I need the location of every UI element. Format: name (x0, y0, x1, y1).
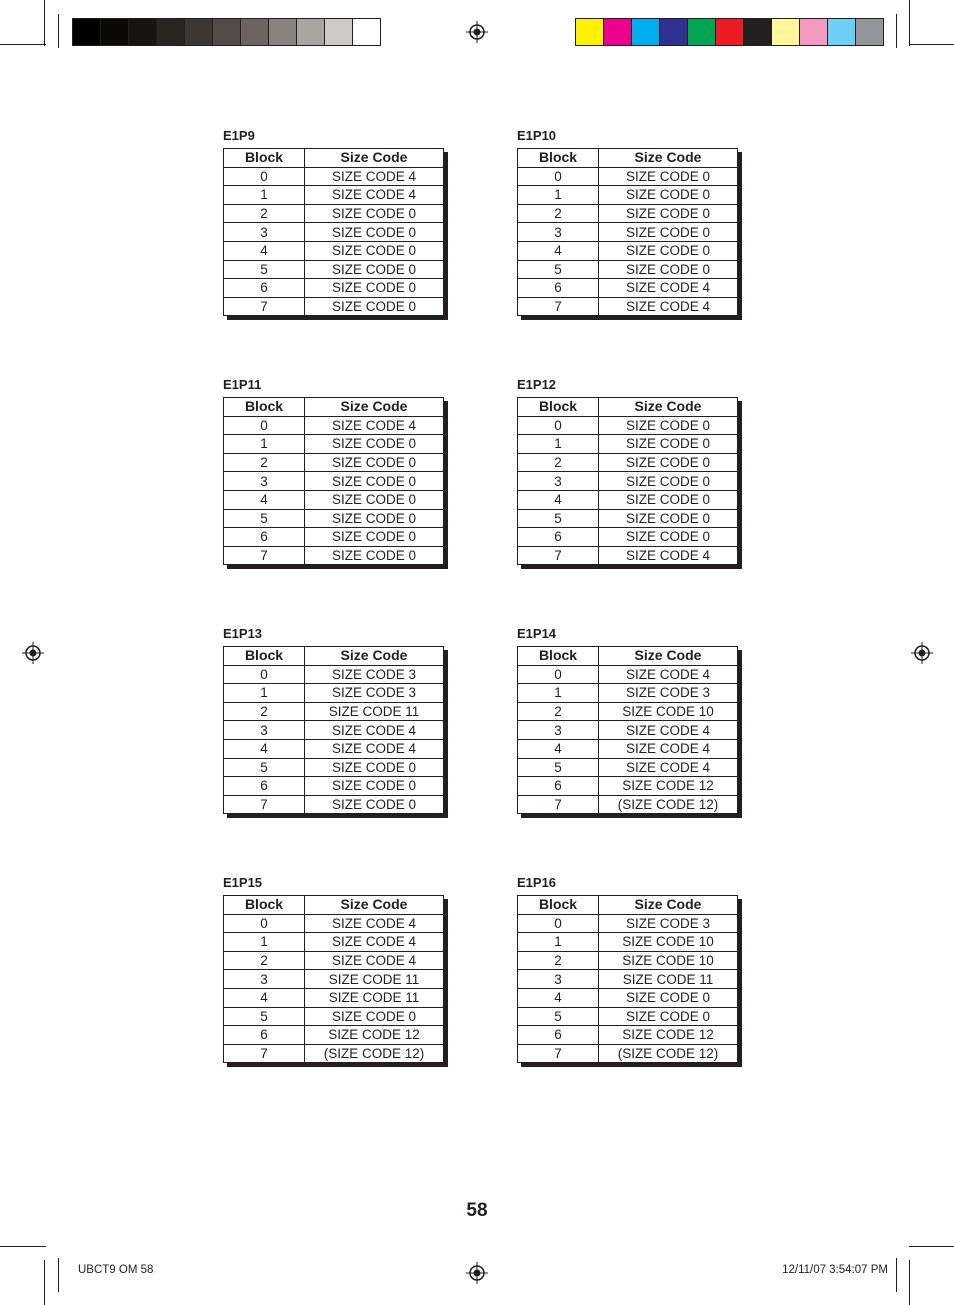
table (224, 647, 443, 813)
header-block: Block (224, 398, 305, 416)
table-row (518, 204, 737, 223)
table-row (224, 684, 443, 703)
table-row (224, 279, 443, 298)
block-cell: 4 (224, 241, 305, 260)
size-code-cell: SIZE CODE 0 (599, 472, 738, 491)
block-cell: 2 (224, 951, 305, 970)
table-row (518, 528, 737, 547)
page-number: 58 (466, 1200, 488, 1221)
table-row (224, 702, 443, 721)
table-row (224, 970, 443, 989)
size-code-cell: SIZE CODE 4 (305, 416, 444, 435)
size-code-cell: SIZE CODE 11 (305, 702, 444, 721)
crop-mark (896, 14, 897, 48)
block-cell: 5 (518, 509, 599, 528)
table (518, 896, 737, 1062)
block-cell: 6 (224, 777, 305, 796)
block-cell: 6 (518, 777, 599, 796)
table-row (224, 167, 443, 186)
table-header-row (224, 647, 443, 665)
block-cell: 7 (518, 297, 599, 315)
block-cell: 4 (518, 490, 599, 509)
gray-swatch (212, 18, 241, 46)
color-swatch (603, 18, 632, 46)
size-code-cell: SIZE CODE 0 (305, 758, 444, 777)
block-cell: 6 (224, 1026, 305, 1045)
block-cell: 1 (518, 684, 599, 703)
color-swatch (771, 18, 800, 46)
size-code-cell: SIZE CODE 0 (599, 453, 738, 472)
table-row (224, 204, 443, 223)
size-code-cell: SIZE CODE 4 (599, 546, 738, 564)
crop-mark (909, 44, 954, 45)
size-code-cell: SIZE CODE 4 (305, 914, 444, 933)
footer-left: UBCT9 OM 58 (78, 1264, 154, 1276)
size-code-cell: SIZE CODE 0 (305, 204, 444, 223)
block-cell: 2 (518, 453, 599, 472)
block-cell: 4 (224, 988, 305, 1007)
block-cell: 5 (518, 260, 599, 279)
registration-mark-icon (466, 1262, 488, 1284)
color-swatch (799, 18, 828, 46)
table-row (518, 665, 737, 684)
table-row (224, 509, 443, 528)
gray-swatch (296, 18, 325, 46)
table-row (224, 472, 443, 491)
table-frame (223, 895, 444, 1063)
header-size-code: Size Code (340, 149, 408, 166)
size-code-cell: SIZE CODE 12 (305, 1026, 444, 1045)
header-block: Block (518, 896, 599, 914)
size-code-cell: SIZE CODE 0 (599, 223, 738, 242)
header-size-code: Size Code (634, 398, 702, 415)
color-swatch (827, 18, 856, 46)
size-code-table (517, 626, 740, 814)
crop-mark (58, 1258, 59, 1292)
size-code-cell: SIZE CODE 12 (599, 1026, 738, 1045)
header-block: Block (518, 149, 599, 167)
size-code-cell: SIZE CODE 3 (305, 665, 444, 684)
header-block: Block (224, 647, 305, 665)
header-block: Block (518, 647, 599, 665)
table-row (224, 260, 443, 279)
block-cell: 4 (518, 988, 599, 1007)
table-row (518, 241, 737, 260)
size-code-cell: SIZE CODE 0 (599, 988, 738, 1007)
block-cell: 6 (518, 528, 599, 547)
table-title: E1P10 (517, 128, 557, 143)
table-header-row (518, 896, 737, 914)
size-code-cell: SIZE CODE 0 (305, 279, 444, 298)
table (518, 398, 737, 564)
size-code-cell: SIZE CODE 4 (599, 739, 738, 758)
block-cell: 5 (224, 1007, 305, 1026)
table-title: E1P16 (517, 875, 557, 890)
registration-mark-icon (466, 21, 488, 43)
table-frame (517, 895, 738, 1063)
size-code-cell: SIZE CODE 11 (305, 970, 444, 989)
block-cell: 1 (224, 435, 305, 454)
table-row (224, 1007, 443, 1026)
block-cell: 0 (224, 416, 305, 435)
block-cell: 7 (518, 795, 599, 813)
table-header-row (518, 149, 737, 167)
gray-swatch (184, 18, 213, 46)
header-size-code: Size Code (340, 896, 408, 913)
table-row (518, 416, 737, 435)
color-swatch (743, 18, 772, 46)
block-cell: 0 (518, 416, 599, 435)
size-code-cell: SIZE CODE 0 (305, 297, 444, 315)
block-cell: 5 (518, 758, 599, 777)
block-cell: 0 (518, 914, 599, 933)
table-title: E1P13 (223, 626, 263, 641)
size-code-cell: SIZE CODE 0 (305, 546, 444, 564)
gray-swatch (324, 18, 353, 46)
header-block: Block (518, 398, 599, 416)
block-cell: 1 (224, 684, 305, 703)
table-row (224, 739, 443, 758)
size-code-cell: SIZE CODE 0 (305, 490, 444, 509)
table (224, 149, 443, 315)
table-header-row (224, 398, 443, 416)
block-cell: 6 (224, 279, 305, 298)
size-code-cell: SIZE CODE 0 (305, 509, 444, 528)
header-size-code: Size Code (634, 896, 702, 913)
block-cell: 1 (518, 933, 599, 952)
block-cell: 2 (224, 453, 305, 472)
block-cell: 7 (518, 1044, 599, 1062)
block-cell: 3 (224, 721, 305, 740)
block-cell: 0 (224, 914, 305, 933)
registration-mark-icon (911, 642, 933, 664)
table-header-row (224, 896, 443, 914)
size-code-cell: SIZE CODE 0 (305, 260, 444, 279)
block-cell: 4 (518, 739, 599, 758)
header-size-code: Size Code (634, 647, 702, 664)
registration-mark-icon (22, 642, 44, 664)
header-block: Block (224, 896, 305, 914)
block-cell: 0 (518, 167, 599, 186)
size-code-cell: SIZE CODE 0 (599, 528, 738, 547)
block-cell: 0 (224, 665, 305, 684)
table-row (518, 739, 737, 758)
table-row (224, 795, 443, 813)
table-header-row (518, 647, 737, 665)
crop-mark (44, 1260, 45, 1305)
table-row (518, 279, 737, 298)
table-row (224, 1044, 443, 1062)
table-row (518, 167, 737, 186)
block-cell: 4 (224, 490, 305, 509)
table (224, 398, 443, 564)
table-row (224, 186, 443, 205)
table-row (224, 528, 443, 547)
block-cell: 2 (224, 204, 305, 223)
block-cell: 5 (518, 1007, 599, 1026)
table-row (518, 914, 737, 933)
block-cell: 1 (518, 435, 599, 454)
gray-swatch (72, 18, 101, 46)
table-row (518, 453, 737, 472)
table-row (224, 914, 443, 933)
size-code-cell: SIZE CODE 12 (599, 777, 738, 796)
size-code-table (223, 626, 446, 814)
size-code-cell: SIZE CODE 4 (305, 186, 444, 205)
table-header-row (224, 149, 443, 167)
block-cell: 3 (518, 223, 599, 242)
table-row (518, 684, 737, 703)
table-row (224, 453, 443, 472)
table-row (224, 988, 443, 1007)
size-code-cell: SIZE CODE 0 (305, 1007, 444, 1026)
table-row (518, 951, 737, 970)
size-code-cell: SIZE CODE 3 (599, 684, 738, 703)
size-code-cell: SIZE CODE 0 (599, 1007, 738, 1026)
size-code-cell: SIZE CODE 0 (599, 490, 738, 509)
table-row (518, 702, 737, 721)
table-row (518, 472, 737, 491)
table-row (224, 490, 443, 509)
table-title: E1P11 (223, 377, 262, 392)
size-code-cell: SIZE CODE 4 (599, 758, 738, 777)
size-code-cell: SIZE CODE 10 (599, 933, 738, 952)
table-row (224, 297, 443, 315)
block-cell: 2 (518, 204, 599, 223)
table-frame (517, 397, 738, 565)
crop-mark (909, 1246, 954, 1247)
block-cell: 7 (224, 1044, 305, 1062)
crop-mark (0, 1246, 46, 1247)
gray-swatch (156, 18, 185, 46)
table-row (518, 223, 737, 242)
table-frame (517, 646, 738, 814)
size-code-cell: (SIZE CODE 12) (305, 1044, 444, 1062)
table-row (518, 490, 737, 509)
block-cell: 7 (224, 297, 305, 315)
block-cell: 1 (224, 186, 305, 205)
table-row (224, 777, 443, 796)
table-row (518, 186, 737, 205)
size-code-table (517, 377, 740, 565)
size-code-cell: SIZE CODE 0 (305, 528, 444, 547)
block-cell: 6 (518, 279, 599, 298)
size-code-cell: SIZE CODE 0 (599, 260, 738, 279)
table-row (224, 241, 443, 260)
size-code-cell: (SIZE CODE 12) (599, 795, 738, 813)
color-swatch (631, 18, 660, 46)
block-cell: 3 (518, 721, 599, 740)
size-code-cell: SIZE CODE 0 (599, 167, 738, 186)
block-cell: 7 (224, 546, 305, 564)
table-row (224, 416, 443, 435)
size-code-table (517, 875, 740, 1063)
size-code-cell: SIZE CODE 0 (599, 204, 738, 223)
size-code-cell: SIZE CODE 3 (305, 684, 444, 703)
crop-mark (58, 14, 59, 48)
table-row (518, 970, 737, 989)
block-cell: 3 (224, 223, 305, 242)
color-swatch (855, 18, 884, 46)
color-swatch (659, 18, 688, 46)
table-header-row (518, 398, 737, 416)
table-title: E1P15 (223, 875, 263, 890)
size-code-cell: SIZE CODE 0 (599, 435, 738, 454)
table-title: E1P12 (517, 377, 557, 392)
size-code-cell: SIZE CODE 3 (599, 914, 738, 933)
size-code-cell: SIZE CODE 4 (305, 167, 444, 186)
block-cell: 4 (224, 739, 305, 758)
table-frame (223, 148, 444, 316)
size-code-cell: SIZE CODE 0 (305, 795, 444, 813)
block-cell: 3 (518, 472, 599, 491)
table-row (224, 933, 443, 952)
table-row (224, 758, 443, 777)
size-code-cell: SIZE CODE 4 (599, 279, 738, 298)
size-code-table (223, 128, 446, 316)
size-code-cell: SIZE CODE 0 (305, 453, 444, 472)
table-row (224, 1026, 443, 1045)
size-code-cell: SIZE CODE 0 (305, 777, 444, 796)
block-cell: 2 (518, 702, 599, 721)
block-cell: 6 (518, 1026, 599, 1045)
crop-mark (896, 1258, 897, 1292)
table-title: E1P9 (223, 128, 255, 143)
size-code-cell: SIZE CODE 11 (599, 970, 738, 989)
size-code-table (223, 875, 446, 1063)
crop-mark (909, 1260, 910, 1305)
block-cell: 2 (518, 951, 599, 970)
block-cell: 2 (224, 702, 305, 721)
gray-swatch (128, 18, 157, 46)
size-code-cell: SIZE CODE 4 (599, 297, 738, 315)
header-size-code: Size Code (340, 647, 408, 664)
table-row (518, 933, 737, 952)
gray-swatch (240, 18, 269, 46)
table (518, 647, 737, 813)
crop-mark (44, 0, 45, 46)
size-code-cell: SIZE CODE 4 (305, 951, 444, 970)
gray-swatch (100, 18, 129, 46)
table-row (518, 546, 737, 564)
size-code-cell: (SIZE CODE 12) (599, 1044, 738, 1062)
table-row (224, 665, 443, 684)
block-cell: 3 (518, 970, 599, 989)
size-code-cell: SIZE CODE 0 (599, 509, 738, 528)
size-code-table (223, 377, 446, 565)
table-row (224, 223, 443, 242)
block-cell: 7 (224, 795, 305, 813)
header-size-code: Size Code (340, 398, 408, 415)
size-code-cell: SIZE CODE 10 (599, 702, 738, 721)
size-code-cell: SIZE CODE 4 (599, 721, 738, 740)
table-frame (223, 646, 444, 814)
size-code-cell: SIZE CODE 0 (305, 435, 444, 454)
header-size-code: Size Code (634, 149, 702, 166)
table (224, 896, 443, 1062)
block-cell: 1 (518, 186, 599, 205)
footer-right: 12/11/07 3:54:07 PM (782, 1264, 888, 1276)
table-row (518, 509, 737, 528)
table-row (518, 260, 737, 279)
size-code-cell: SIZE CODE 0 (599, 186, 738, 205)
block-cell: 6 (224, 528, 305, 547)
table-row (224, 951, 443, 970)
color-swatch (575, 18, 604, 46)
color-swatch (687, 18, 716, 46)
table (518, 149, 737, 315)
size-code-cell: SIZE CODE 0 (305, 241, 444, 260)
block-cell: 5 (224, 509, 305, 528)
size-code-cell: SIZE CODE 0 (599, 241, 738, 260)
table-row (224, 546, 443, 564)
table-row (224, 721, 443, 740)
table-row (518, 1026, 737, 1045)
size-code-cell: SIZE CODE 0 (305, 472, 444, 491)
block-cell: 7 (518, 546, 599, 564)
table-title: E1P14 (517, 626, 557, 641)
size-code-cell: SIZE CODE 4 (305, 739, 444, 758)
table-row (224, 435, 443, 454)
size-code-cell: SIZE CODE 11 (305, 988, 444, 1007)
block-cell: 4 (518, 241, 599, 260)
table-row (518, 1044, 737, 1062)
table-frame (517, 148, 738, 316)
size-code-cell: SIZE CODE 4 (305, 721, 444, 740)
block-cell: 1 (224, 933, 305, 952)
size-code-cell: SIZE CODE 0 (305, 223, 444, 242)
crop-mark (909, 0, 910, 46)
size-code-cell: SIZE CODE 10 (599, 951, 738, 970)
size-code-cell: SIZE CODE 4 (599, 665, 738, 684)
gray-swatch (268, 18, 297, 46)
size-code-table (517, 128, 740, 316)
table-row (518, 795, 737, 813)
table-frame (223, 397, 444, 565)
table-row (518, 721, 737, 740)
table-row (518, 297, 737, 315)
block-cell: 0 (224, 167, 305, 186)
table-row (518, 758, 737, 777)
block-cell: 0 (518, 665, 599, 684)
color-swatch (715, 18, 744, 46)
table-row (518, 435, 737, 454)
size-code-cell: SIZE CODE 0 (599, 416, 738, 435)
size-code-cell: SIZE CODE 4 (305, 933, 444, 952)
block-cell: 3 (224, 970, 305, 989)
header-block: Block (224, 149, 305, 167)
gray-swatch (352, 18, 381, 46)
table-row (518, 988, 737, 1007)
block-cell: 5 (224, 758, 305, 777)
block-cell: 3 (224, 472, 305, 491)
table-row (518, 1007, 737, 1026)
block-cell: 5 (224, 260, 305, 279)
crop-mark (0, 44, 46, 45)
table-row (518, 777, 737, 796)
